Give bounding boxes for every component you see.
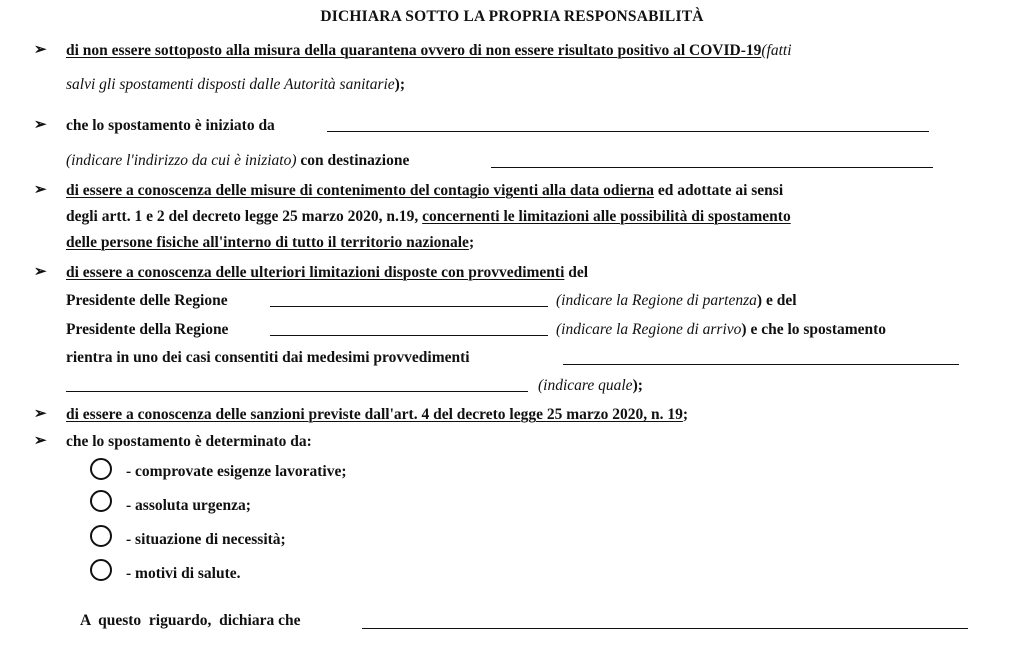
statement-quarantine-cont: salvi gli spostamenti disposti dalle Autorità sanitarie); <box>66 76 405 93</box>
statement-containment-cont: degli artt. 1 e 2 del decreto legge 25 marzo 2020, n.19, concernenti le limitazioni alle possibilità di spostamento <box>66 208 791 225</box>
bullet-arrow-icon: ➢ <box>34 406 47 422</box>
document-title: DICHIARA SOTTO LA PROPRIA RESPONSABILITÀ <box>320 8 704 25</box>
statement-containment: di essere a conoscenza delle misure di contenimento del contagio vigenti alla data odierna ed adottate ai sensi <box>66 182 784 199</box>
option-necessity-label: - situazione di necessità; <box>126 531 286 548</box>
radio-health-reasons[interactable] <box>90 559 112 581</box>
statement-reason-label: che lo spostamento è determinato da: <box>66 433 312 450</box>
final-declaration-field[interactable] <box>362 628 968 629</box>
option-health-reasons-label: - motivi di salute. <box>126 565 241 582</box>
statement-regional-limits: di essere a conoscenza delle ulteriori limitazioni disposte con provvedimenti del <box>66 264 589 281</box>
arrival-region-label: Presidente della Regione <box>66 321 229 338</box>
allowed-cases-field[interactable] <box>563 364 959 365</box>
bullet-arrow-icon: ➢ <box>34 264 47 280</box>
radio-necessity[interactable] <box>90 525 112 547</box>
bullet-arrow-icon: ➢ <box>34 182 47 198</box>
bullet-arrow-icon: ➢ <box>34 117 47 133</box>
option-absolute-urgency-label: - assoluta urgenza; <box>126 497 251 514</box>
radio-absolute-urgency[interactable] <box>90 490 112 512</box>
statement-containment-cont2: delle persone fisiche all'interno di tutto il territorio nazionale; <box>66 234 475 251</box>
bullet-arrow-icon: ➢ <box>34 42 47 58</box>
statement-start-label: che lo spostamento è iniziato da <box>66 117 275 134</box>
departure-region-label: Presidente delle Regione <box>66 292 228 309</box>
allowed-cases-label: rientra in uno dei casi consentiti dai medesimi provvedimenti <box>66 349 470 366</box>
destination-label: (indicare l'indirizzo da cui è iniziato) con destinazione <box>66 152 410 169</box>
final-declaration-label: A questo riguardo, dichiara che <box>80 612 301 629</box>
allowed-cases-which-field[interactable] <box>66 391 528 392</box>
option-work-reasons-label: - comprovate esigenze lavorative; <box>126 463 347 480</box>
statement-sanctions: di essere a conoscenza delle sanzioni previste dall'art. 4 del decreto legge 25 marzo 2020, n. 19; <box>66 406 689 423</box>
allowed-cases-hint: (indicare quale); <box>538 377 643 394</box>
destination-field[interactable] <box>491 167 933 168</box>
radio-work-reasons[interactable] <box>90 458 112 480</box>
bullet-arrow-icon: ➢ <box>34 433 47 449</box>
start-address-field[interactable] <box>327 131 929 132</box>
departure-region-field[interactable] <box>270 306 548 307</box>
departure-region-hint: (indicare la Regione di partenza) e del <box>556 292 797 309</box>
arrival-region-field[interactable] <box>270 335 548 336</box>
arrival-region-hint: (indicare la Regione di arrivo) e che lo spostamento <box>556 321 887 338</box>
statement-quarantine: di non essere sottoposto alla misura della quarantena ovvero di non essere risultato positivo al COVID-19(fatti <box>66 42 792 59</box>
